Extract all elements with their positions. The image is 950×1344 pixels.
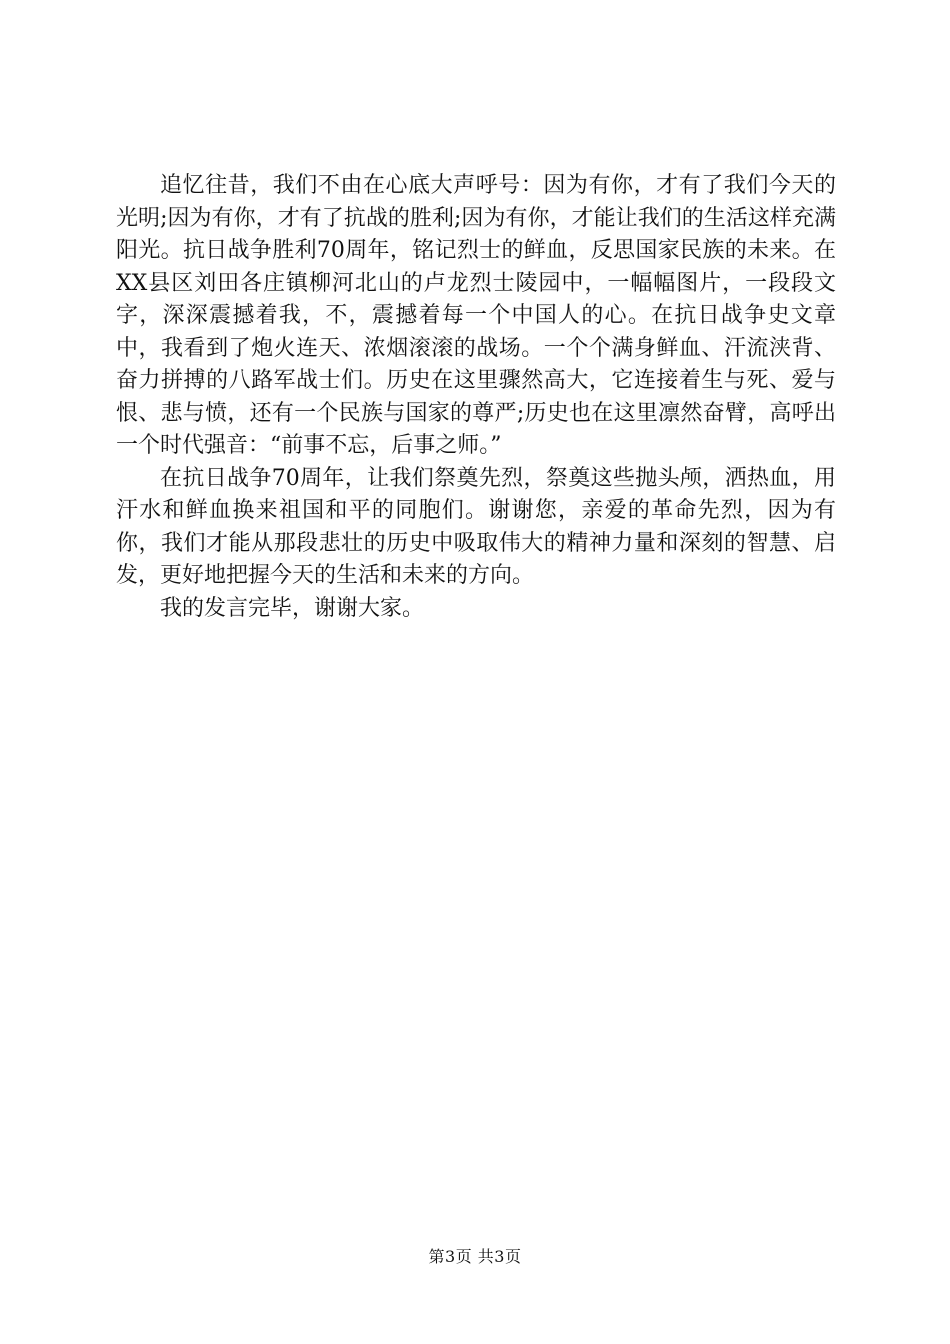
paragraph-remembrance: 追忆往昔，我们不由在心底大声呼号：因为有你，才有了我们今天的光明;因为有你，才有了抗战的胜利;因为有你，才能让我们的生活这样充满阳光。抗日战争胜利70周年，铭记烈士的鲜血，反思国家民族的未来。在XX县区刘田各庄镇柳河北山的卢龙烈士陵园中，一幅幅图片，一段段文字，深深震撼着我，不，震撼着每一个中国人的心。在抗日战争史文章中，我看到了炮火连天、浓烟滚滚的战场。一个个满身鲜血、汗流浃背、奋力拼搏的八路军战士们。历史在这里骤然高大，它连接着生与死、爱与恨、悲与愤，还有一个民族与国家的尊严;历史也在这里凛然奋臂，高呼出一个时代强音：“前事不忘，后事之师。” bbox=[116, 173, 836, 458]
paragraph-tribute: 在抗日战争70周年，让我们祭奠先烈，祭奠这些抛头颅，洒热血，用汗水和鲜血换来祖国和平的同胞们。谢谢您，亲爱的革命先烈，因为有你，我们才能从那段悲壮的历史中吸取伟大的精神力量和深刻的智慧、启发，更好地把握今天的生活和未来的方向。 bbox=[116, 465, 836, 588]
document-body bbox=[116, 170, 836, 625]
page-footer: 第3页 共3页 bbox=[428, 1247, 522, 1266]
paragraph-closing: 我的发言完毕，谢谢大家。 bbox=[160, 595, 425, 621]
